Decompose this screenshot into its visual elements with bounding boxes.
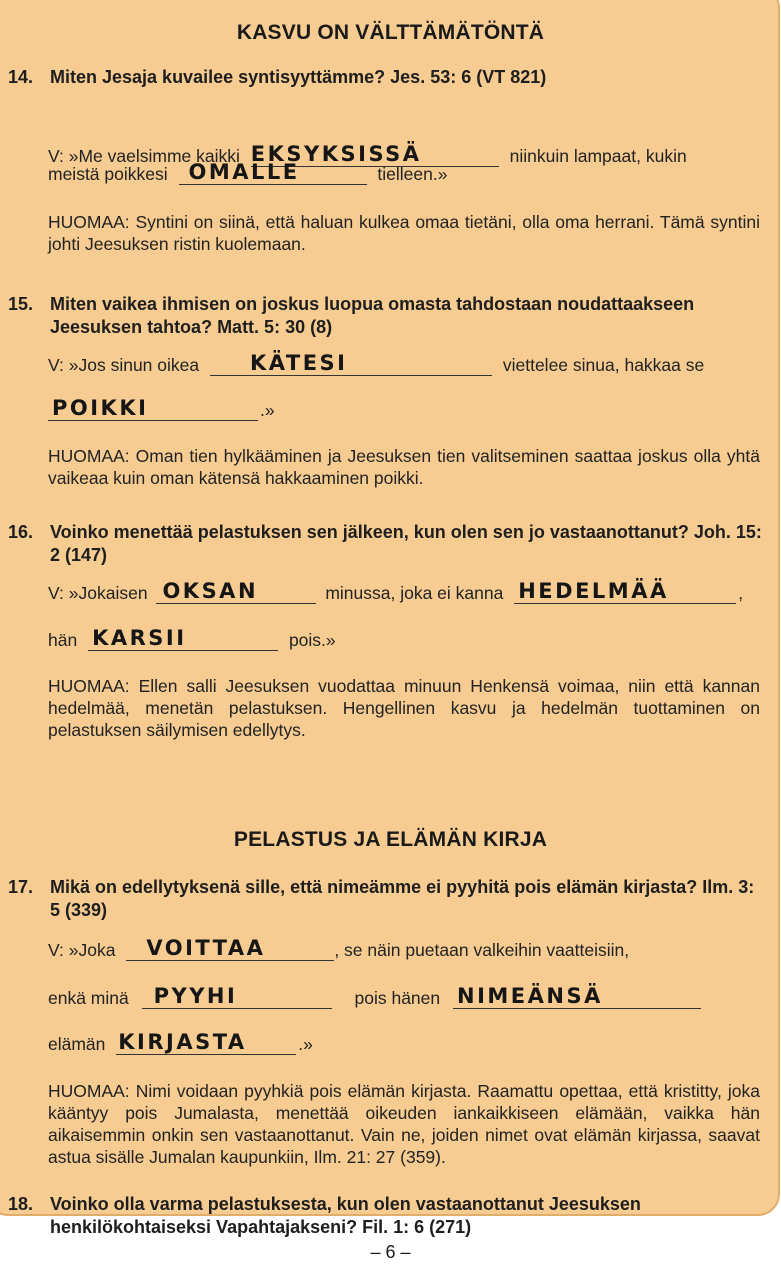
question-text: Miten vaikea ihmisen on joskus luopua omasta tahdostaan noudattaakseen Jeesuksen tahtoa? Matt. 5: 30 (8) [50,294,695,337]
answer-text: tielleen.» [377,164,448,184]
answer-blank[interactable] [142,986,332,1009]
question-number: 14. [8,67,34,87]
question-number: 18. [8,1194,34,1214]
question-text: Voinko olla varma pelastuksesta, kun olen vastaanottanut Jeesuksen henkilökohtaiseksi Vapahtajakseni? Fil. 1: 6 (271) [50,1194,641,1237]
answer-text: enkä minä [48,988,129,1008]
answer-14-line-2 [48,162,763,185]
answer-blank[interactable] [453,986,701,1009]
note-17: HUOMAA: Nimi voidaan pyyhkiä pois elämän kirjasta. Raamattu opettaa, että kristitty, joka kääntyy pois Jumalasta, menettää oikeuden iankaikkiseen elämään, vaikka hän aikaisemmin onkin sen vastaanottanut. Vain ne, joiden nimet ovat elämän kirjassa, saavat astua sisälle Jumalan kaupunkiin, Ilm. 21: 27 (359). [48,1081,760,1167]
answer-17-line-2 [48,986,763,1009]
answer-text: hän [48,630,78,650]
note-14: HUOMAA: Syntini on siinä, että haluan kulkea omaa tietäni, olla oma herrani. Tämä syntini johti Jeesuksen ristin kuolemaan. [48,212,760,254]
handwritten-answer: OMALLE [188,160,300,184]
answer-text: V: »Jokaisen [48,583,148,603]
answer-text: viettelee sinua, hakkaa se [502,355,705,375]
question-15 [8,293,768,337]
handwritten-answer: HEDELMÄÄ [518,579,669,603]
note-15: HUOMAA: Oman tien hylkääminen ja Jeesuksen tien valitseminen saattaa joskus olla yhtä vaikeaa kuin oman kätensä hakkaaminen poikki. [48,446,760,488]
answer-text: minussa, joka ei kanna [325,583,504,603]
answer-text: V: »Me vaelsimme kaikki [48,146,240,166]
handwritten-answer: VOITTAA [146,936,266,960]
answer-blank[interactable] [179,162,367,185]
answer-text: V: »Joka [48,940,116,960]
question-text: Voinko menettää pelastuksen sen jälkeen, kun olen sen jo vastaanottanut? Joh. 15: 2 (147) [50,522,762,565]
answer-text: elämän [48,1034,106,1054]
handwritten-answer: KÄTESI [249,351,348,375]
answer-blank[interactable] [126,938,334,961]
answer-text: .» [298,1034,313,1054]
section-heading-book-of-life: PELASTUS JA ELÄMÄN KIRJA [233,828,548,851]
question-number: 17. [8,877,34,897]
handwritten-answer: EKSYKSISSÄ [250,142,422,166]
answer-text: V: »Jos sinun oikea [48,355,200,375]
answer-blank[interactable] [48,398,258,421]
handwritten-answer: KARSII [92,626,187,650]
answer-17-line-1 [48,938,763,961]
handwritten-answer: POIKKI [52,396,149,420]
answer-text: niinkuin lampaat, kukin [509,146,687,166]
answer-text: pois hänen [354,988,441,1008]
note-16: HUOMAA: Ellen salli Jeesuksen vuodattaa minuun Henkensä voimaa, niin että kannan hedelmää, menetän pelastuksen. Hengellinen kasvu ja hedelmän tuottaminen on pelastuksen säilymisen edellytys. [48,676,760,740]
handwritten-answer: KIRJASTA [118,1030,247,1054]
answer-text: , se näin puetaan valkeihin vaatteisiin, [334,940,630,960]
answer-text: .» [260,400,275,420]
question-text: Mikä on edellytyksenä sille, että nimeämme ei pyyhitä pois elämän kirjasta? Ilm. 3: 5 (339) [50,877,755,920]
question-number: 16. [8,522,34,542]
answer-16-line-2 [48,628,763,651]
answer-blank[interactable] [116,1032,296,1055]
question-14 [8,66,768,89]
question-text: Miten Jesaja kuvailee syntisyyttämme? Jes. 53: 6 (VT 821) [50,67,547,87]
question-17 [8,876,768,920]
answer-blank[interactable] [514,581,736,604]
answer-text: , [738,583,744,603]
question-18 [8,1193,768,1237]
question-16 [8,521,768,565]
answer-15-line-2 [48,398,763,421]
handwritten-answer: NIMEÄNSÄ [457,984,603,1008]
section-heading-growth: KASVU ON VÄLTTÄMÄTÖNTÄ [236,21,545,44]
answer-15-line-1 [48,353,763,376]
answer-16-line-1 [48,581,763,604]
question-number: 15. [8,294,34,314]
answer-text: pois.» [288,630,336,650]
answer-blank[interactable] [156,581,316,604]
handwritten-answer: PYYHI [153,984,238,1008]
answer-text: meistä poikkesi [48,164,168,184]
handwritten-answer: OKSAN [162,579,259,603]
answer-blank[interactable] [88,628,278,651]
page-number: – 6 – [370,1242,411,1262]
answer-17-line-3 [48,1032,763,1055]
answer-blank[interactable] [210,353,492,376]
